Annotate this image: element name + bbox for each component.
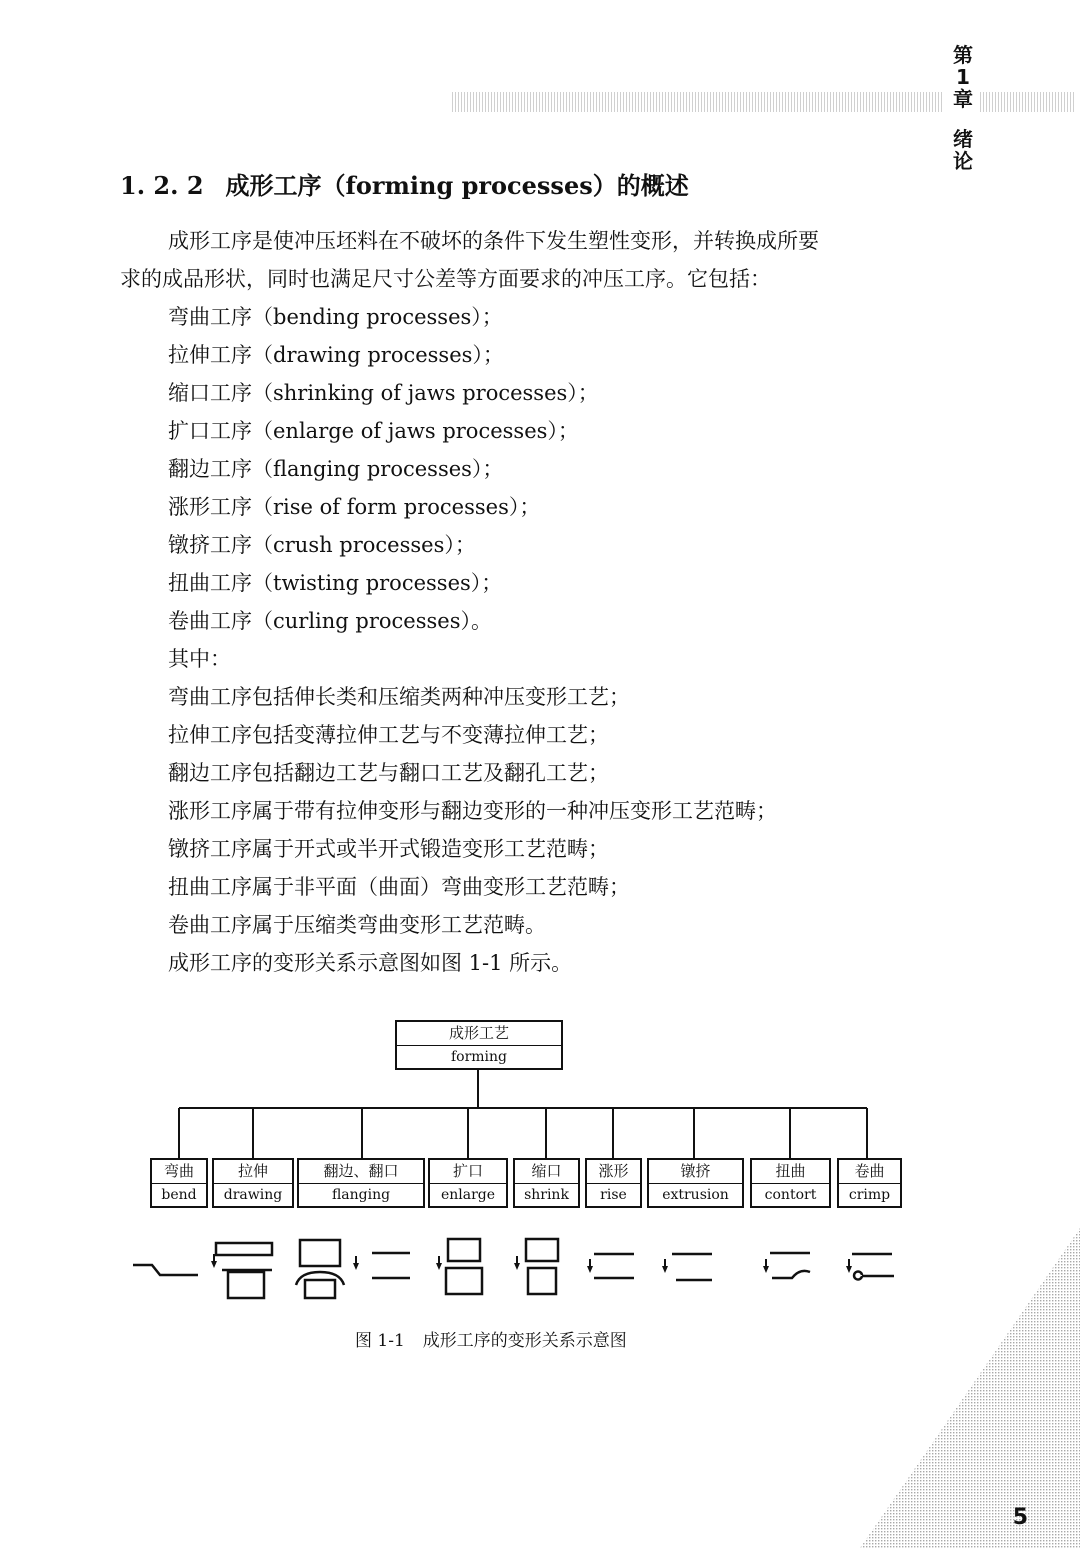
header-rule (452, 92, 942, 112)
side-tab-gap (946, 110, 980, 128)
node-extrusion (647, 1158, 744, 1208)
figure-caption (355, 1326, 627, 1351)
node-enlarge (428, 1158, 508, 1208)
sketch-flanging-1 (300, 1240, 340, 1266)
sketch-contort-2 (772, 1271, 810, 1278)
node-cn: 扩口 (430, 1160, 506, 1184)
section-heading (120, 166, 689, 201)
node-bend (150, 1158, 208, 1208)
page-number: 5 (1012, 1505, 1028, 1530)
node-cn: 镦挤 (649, 1160, 742, 1184)
note-line: 卷曲工序属于压缩类弯曲变形工艺范畴。 (168, 913, 546, 937)
node-en: bend (161, 1187, 197, 1203)
node-contort (750, 1158, 831, 1208)
sketch-enlarge-1 (448, 1239, 480, 1261)
list-item: 镦挤工序（crush processes）； (168, 533, 476, 557)
node-cn: 卷曲 (839, 1160, 900, 1184)
node-en: crimp (848, 1187, 891, 1203)
chapter-topic-1: 绪 (953, 127, 973, 151)
note-line: 镦挤工序属于开式或半开式锻造变形工艺范畴； (168, 837, 609, 861)
node-en: contort (764, 1187, 817, 1203)
root-node (395, 1020, 563, 1070)
list-item: 翻边工序（flanging processes）； (168, 457, 504, 481)
sketch-drawing-2 (228, 1272, 264, 1298)
list-item: 缩口工序（shrinking of jaws processes）； (168, 381, 599, 405)
root-node-en: forming (450, 1049, 508, 1065)
list-item: 涨形工序（rise of form processes）； (168, 495, 541, 519)
chapter-side-tab (946, 44, 980, 172)
node-flanging (297, 1158, 425, 1208)
list-item: 拉伸工序（drawing processes）； (168, 343, 504, 367)
page-curl-shadow (860, 1228, 1080, 1548)
sketch-shrink-1 (526, 1239, 558, 1261)
node-cn: 扭曲 (752, 1160, 829, 1184)
chapter-label-word: 章 (953, 87, 973, 111)
list-item: 扭曲工序（twisting processes）； (168, 571, 503, 595)
root-node-cn: 成形工艺 (397, 1022, 561, 1046)
list-item: 扩口工序（enlarge of jaws processes）； (168, 419, 579, 443)
node-drawing (212, 1158, 294, 1208)
node-rise (585, 1158, 642, 1208)
intro-line-1: 成形工序是使冲压坯料在不破坏的条件下发生塑性变形，并转换成所要 (168, 229, 819, 253)
list-item: 弯曲工序（bending processes）； (168, 305, 503, 329)
note-line: 其中： (168, 647, 231, 671)
notes-list (168, 640, 777, 982)
figure-caption-text: 成形工序的变形关系示意图 (422, 1331, 627, 1351)
section-number: 1. 2. 2 (120, 171, 204, 200)
sketch-drawing-1 (216, 1243, 272, 1255)
list-item: 卷曲工序（curling processes）。 (168, 609, 492, 633)
node-shrink (513, 1158, 580, 1208)
node-cn: 缩口 (515, 1160, 578, 1184)
process-list (168, 298, 599, 640)
chapter-number: 1 (956, 65, 970, 89)
sketch-arrows (211, 1254, 852, 1273)
note-line: 翻边工序包括翻边工艺与翻口工艺及翻孔工艺； (168, 761, 609, 785)
note-line: 扭曲工序属于非平面（曲面）弯曲变形工艺范畴； (168, 875, 630, 899)
note-line: 成形工序的变形关系示意图如图 1-1 所示。 (168, 951, 573, 975)
node-cn: 拉伸 (214, 1160, 292, 1184)
sketch-enlarge-2 (446, 1268, 482, 1294)
figure-label: 图 1-1 (355, 1331, 405, 1351)
node-en: extrusion (662, 1187, 729, 1203)
note-line: 弯曲工序包括伸长类和压缩类两种冲压变形工艺； (168, 685, 630, 709)
chapter-label-top: 第 (953, 43, 973, 67)
node-en: shrink (524, 1187, 569, 1203)
node-crimp (837, 1158, 902, 1208)
node-en: flanging (331, 1187, 391, 1203)
intro-line-2: 求的成品形状，同时也满足尺寸公差等方面要求的冲压工序。它包括： (120, 267, 771, 291)
node-cn: 翻边、翻口 (299, 1160, 423, 1184)
node-en: drawing (223, 1187, 283, 1203)
node-cn: 弯曲 (152, 1160, 206, 1184)
section-title: 成形工序（forming processes）的概述 (225, 171, 689, 200)
note-line: 涨形工序属于带有拉伸变形与翻边变形的一种冲压变形工艺范畴； (168, 799, 777, 823)
sketch-bend (133, 1265, 198, 1275)
node-cn: 涨形 (587, 1160, 640, 1184)
node-en: rise (600, 1187, 627, 1203)
sketch-shrink-2 (528, 1268, 556, 1294)
node-en: enlarge (440, 1187, 496, 1203)
chapter-topic-2: 论 (953, 149, 973, 173)
header-rule-right (980, 92, 1076, 112)
note-line: 拉伸工序包括变薄拉伸工艺与不变薄拉伸工艺； (168, 723, 609, 747)
sketch-flanging-2 (296, 1272, 344, 1285)
